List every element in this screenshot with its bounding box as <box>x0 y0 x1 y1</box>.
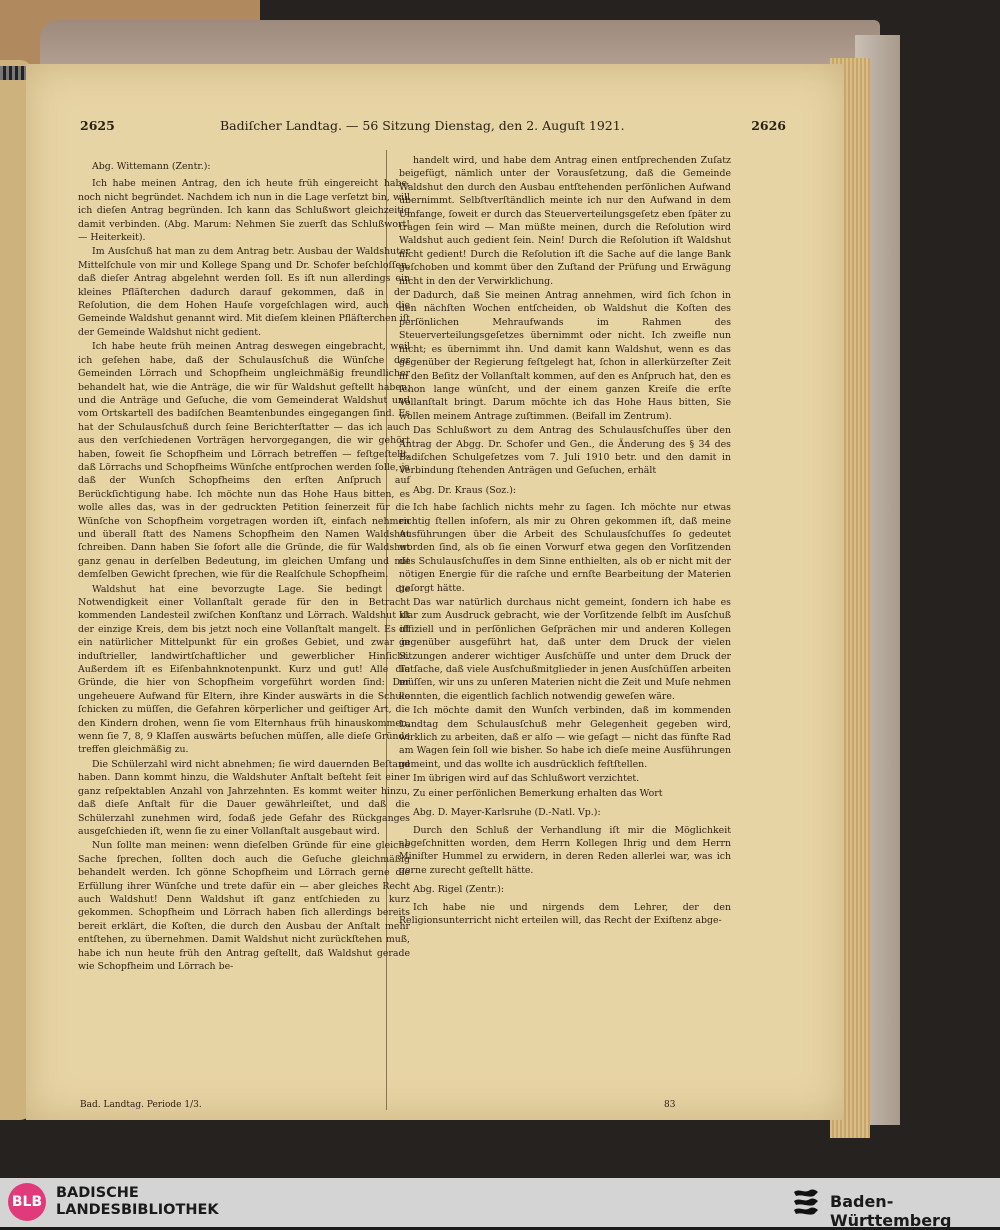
paragraph: Die Schülerzahl wird nicht abnehmen; ſie wird dauernden Beſtand haben. Dann kommt hinzu, die Waldshuter Anſtalt beſteht ſeit einer ganz reſpektablen Anzahl von Jahrzehnten. Es kommt weiter hinzu, daß dieſe Anſtalt für die Dauer gewährleiſtet, und daß die Schülerzahl zunehmen wird, ſodaß jede Gefahr des Rückganges ausgeſchieden iſt, wenn ſie zu einer Vollanſtalt ausgebaut wird. <box>78 758 410 837</box>
paragraph: Das war natürlich durchaus nicht gemeint, ſondern ich habe es klar zum Ausdruck gebracht, wie der Vorſitzende ſelbſt im Ausſchuß offiziell und in perſönlichen Geſprächen mir und anderen Kollegen gegenüber ausgeführt hat, daß unter dem Druck der vielen Sitzungen anderer wichtiger Ausſchüſſe und unter dem Druck der Tatſache, daß viele Ausſchußmitglieder in jenen Ausſchüſſen arbeiten müſſen, wir uns zu unſeren Materien nicht die Zeit und Muſe nehmen konnten, die eigentlich ſachlich notwendig geweſen wäre. <box>399 597 731 702</box>
paragraph: Ich habe nie und nirgends dem Lehrer, der den Religionsunterricht nicht erteilen will, das Recht der Exiſtenz abge- <box>399 901 731 926</box>
speaker-rigel: Abg. Rigel (Zentr.): <box>413 884 505 896</box>
paragraph: Ich habe ſachlich nichts mehr zu ſagen. Ich möchte nur etwas richtig ſtellen inſofern, als mir zu Ohren gekommen iſt, daß meine Ausführungen über die Arbeit des Schulausſchuſſes ſo gedeutet worden ſind, als ob ſie einen Vorwurf etwa gegen den Vorſitzenden des Schulausſchuſſes in dem Sinne enthielten, als ob er nicht mit der nötigen Energie für die raſche und ernſte Bearbeitung der Materien geſorgt hätte. <box>399 502 731 594</box>
paragraph: Dadurch, daß Sie meinen Antrag annehmen, wird ſich ſchon in den nächſten Wochen entſcheiden, ob Waldshut die Koſten des perſönlichen Mehraufwands im Rahmen des Steuerverteilungsgeſetzes übernimmt oder nicht. Ich zweifle nun nicht; es übernimmt ihn. Und damit kann Waldshut, wenn es das gegenüber der Regierung feſtgelegt hat, ſchon in allerkürzeſter Zeit in den Beſitz der Vollanſtalt kommen, auf den es Anſpruch hat, den es ſchon lange wünſcht, und der einem ganzen Kreiſe die erſte Vollanſtalt bringt. Darum möchte ich das Hohe Haus bitten, Sie wollen meinem Antrage zuſtimmen. (Beifall im Zentrum). <box>399 290 731 422</box>
paragraph: Das Schlußwort zu dem Antrag des Schulausſchuſſes über den Antrag der Abgg. Dr. Schofer und Gen., die Änderung des § 34 des Badiſchen Schulgeſetzes vom 7. Juli 1910 betr. und den damit in Verbindung ſtehenden Anträgen und Geſuchen, erhält <box>399 425 731 477</box>
paragraph: Nun ſollte man meinen: wenn dieſelben Gründe für eine gleiche Sache ſprechen, ſollten doch auch die Geſuche gleichmäßig behandelt werden. Ich gönne Schopfheim und Lörrach gerne die Erfüllung ihrer Wünſche und trete dafür ein — aber gleiches Recht auch Waldshut! Denn Waldshut iſt ganz entſchieden zu kurz gekommen. Schopfheim und Lörrach haben ſich allerdings bereits bereit erklärt, die Koſten, die durch den Ausbau der Anſtalt mehr entſtehen, zu übernehmen. Damit Waldshut nicht zurückſtehen muß, habe ich nun heute früh den Antrag geſtellt, daß Waldshut gerade wie Schopfheim und Lörrach be- <box>78 840 410 972</box>
blb-logo-icon[interactable]: BLB <box>8 1183 46 1221</box>
paragraph: Ich habe meinen Antrag, den ich heute früh eingereicht habe, noch nicht begründet. Nachdem ich nun in die Lage verſetzt bin, will ich dieſen Antrag begründen. Ich kann das Schlußwort gleichzeitig damit verbinden. (Abg. Marum: Nehmen Sie zuerſt das Schlußwort! — Heiterkeit). <box>78 178 410 244</box>
library-name-line2: LANDESBIBLIOTHEK <box>56 1202 219 1218</box>
book-page <box>26 64 844 1120</box>
library-name[interactable] <box>56 1185 219 1219</box>
left-column <box>78 154 410 974</box>
page-number-right: 2626 <box>751 118 786 133</box>
footer-left: Bad. Landtag. Periode 1/3. <box>80 1100 202 1110</box>
running-title: Badiſcher Landtag. — 56 Sitzung Dienstag, den 2. Auguſt 1921. <box>220 118 625 133</box>
paragraph: Waldshut hat eine bevorzugte Lage. Sie bedingt die Notwendigkeit einer Vollanſtalt gerade für den in Betracht kommenden Landesteil zwiſchen Konſtanz und Lörrach. Waldshut iſt der einzige Kreis, dem bis jetzt noch eine Vollanſtalt mangelt. Es iſt ein natürlicher Mittelpunkt für ein großes Gebiet, und zwar in induſtrieller, landwirtſchaftlicher und gewerblicher Hinſicht. Außerdem iſt es Eiſenbahnknotenpunkt. Kurz und gut! Alle die Gründe, die hier von Schopfheim vorgeführt worden ſind: Der ungeheuere Aufwand für Eltern, ihre Kinder auswärts in die Schule ſchicken zu müſſen, die Gefahren körperlicher und geiſtiger Art, die den Kindern drohen, wenn ſie vom Elternhaus früh hinauskommen, wenn ſie 7, 8, 9 Klaſſen auswärts beſuchen müſſen, alle dieſe Gründe treffen gleichmäßig zu. <box>78 583 410 756</box>
page-number-left: 2625 <box>80 118 115 133</box>
paragraph: handelt wird, und habe dem Antrag einen entſprechenden Zuſatz beigefügt, nämlich unter der Vorausſetzung, daß die Gemeinde Waldshut den durch den Ausbau entſtehenden perſönlichen Aufwand übernimmt. Selbſtverſtändlich meinte ich nur den Aufwand in dem Umfange, ſoweit er durch das Steuerverteilungsgeſetz eben ſpäter zu tragen ſein wird — Man müßte meinen, durch die Reſolution wird Waldshut auch gedient ſein. Nein! Durch die Reſolution iſt Waldshut nicht gedient! Durch die Reſolution iſt die Sache auf die lange Bank geſchoben und kommt über den Zuſtand der Prüfung und Erwägung nicht in den der Verwirklichung. <box>399 155 731 287</box>
state-name[interactable]: Baden-Württemberg <box>830 1192 952 1230</box>
speaker-kraus: Abg. Dr. Kraus (Soz.): <box>413 484 517 496</box>
footer-sheet-number: 83 <box>664 1100 676 1110</box>
paragraph: Durch den Schluß der Verhandlung iſt mir die Möglichkeit abgeſchnitten worden, dem Herrn Kollegen Ihrig und dem Herrn Miniſter Hummel zu erwidern, in deren Reden allerlei war, was ich gerne zurecht geſtellt hätte. <box>399 824 731 876</box>
right-column <box>399 154 731 928</box>
speaker-wittemann: Abg. Wittemann (Zentr.): <box>92 161 211 172</box>
baden-wuerttemberg-lions-icon <box>790 1186 822 1220</box>
speaker-mayer: Abg. D. Mayer-Karlsruhe (D.-Natl. Vp.): <box>413 807 601 819</box>
paragraph: Im übrigen wird auf das Schlußwort verzichtet. <box>413 773 640 785</box>
library-name-line1: BADISCHE <box>56 1185 139 1201</box>
page-header <box>80 118 786 140</box>
library-footer-bar <box>0 1178 1000 1230</box>
paragraph: Zu einer perſönlichen Bemerkung erhalten das Wort <box>413 787 663 799</box>
paragraph: Ich möchte damit den Wunſch verbinden, daß im kommenden Landtag dem Schulausſchuß mehr Gelegenheit gegeben wird, wirklich zu arbeiten, daß er alſo — wie geſagt — nicht das fünfte Rad am Wagen ſein ſoll wie bisher. So habe ich dieſe meine Ausführungen gemeint, und das wollte ich ausdrücklich feſtſtellen. <box>399 705 731 770</box>
paragraph: Ich habe heute früh meinen Antrag deswegen eingebracht, weil ich geſehen habe, daß der Schulausſchuß die Wünſche der Gemeinden Lörrach und Schopfheim ungleichmäßig freundlicher behandelt hat, wie die Anträge, die wir für Waldshut geſtellt haben, und die Anträge und Geſuche, die vom Gemeinderat Waldshut und vom Ortskartell des badiſchen Beamtenbundes eingegangen ſind. Es hat der Schulausſchuß durch ſeine Berichterſtatter — das ich auch aus den verſchiedenen Vorträgen hervorgegangen, die wir gehört haben, ſoweit ſie Schopfheim und Lörrach betreffen — feſtgeſtellt, daß Lörrachs und Schopfheims Wünſche entſprochen werden ſolle, ja daß der Wunſch Schopfheims den erſten Anſpruch auf Berückſichtigung habe. Ich möchte nun das Hohe Haus bitten, es wolle alles das, was in der gedruckten Petition ſeinerzeit für die Wünſche von Schopfheim vorgetragen worden iſt, einfach nehmen und überall ſtatt des Namens Schopfheim den Namen Waldshut ſchreiben. Dann haben Sie ſofort alle die Gründe, die für Waldshut ganz genau in derſelben Bedeutung, im gleichen Umfang und mit demſelben Gewicht ſprechen, wie für die Realſchule Schopfheim. <box>78 341 410 581</box>
paragraph: Im Ausſchuß hat man zu dem Antrag betr. Ausbau der Waldshuter Mittelſchule von mir und Kollege Spang und Dr. Schofer beſchloſſen, daß dieſer Antrag abgelehnt werden ſoll. Es iſt nun allerdings ein kleines Pfläſterchen dadurch darauf gekommen, daß in der Reſolution, die dem Hohen Hauſe vorgeſchlagen wird, auch die Gemeinde Waldshut genannt wird. Mit dieſem kleinen Pfläſterchen iſt der Gemeinde Waldshut nicht gedient. <box>78 246 410 338</box>
